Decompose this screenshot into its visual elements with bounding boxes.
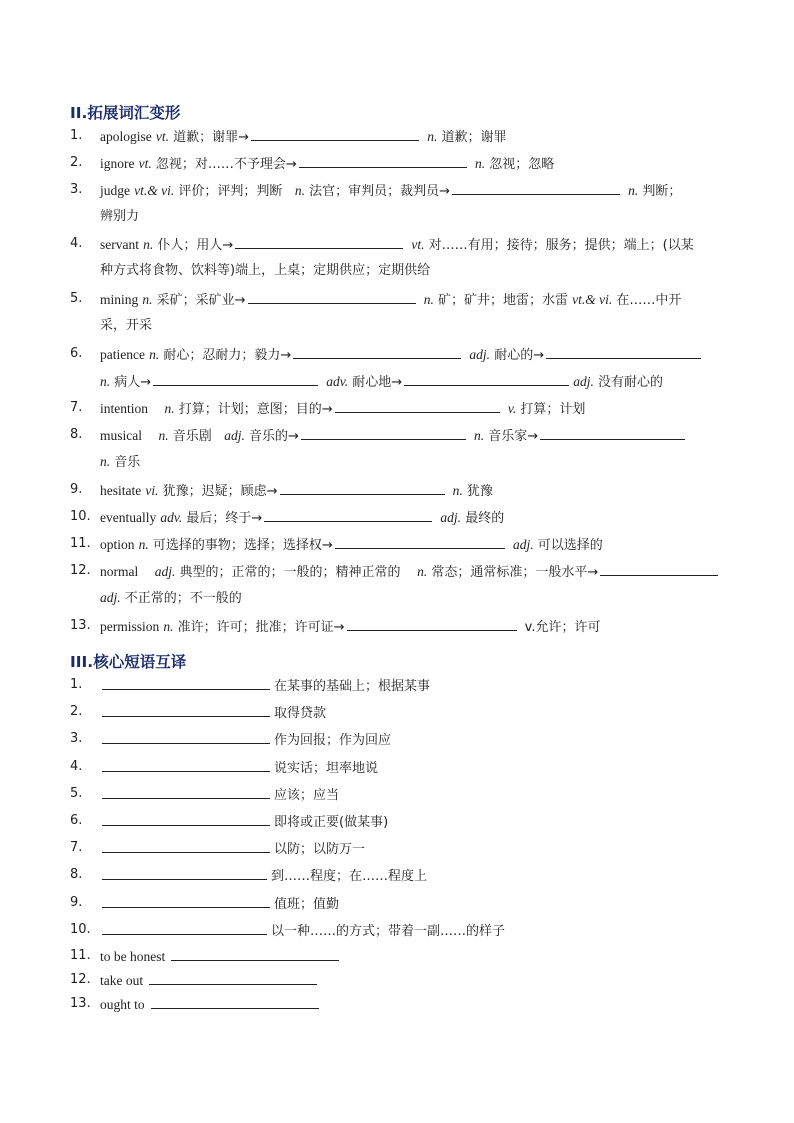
part-of-speech: adj.: [100, 590, 121, 605]
meaning: 对……有用；接待；服务；提供；端上；(以某: [424, 238, 694, 253]
part-of-speech: n.: [158, 428, 169, 443]
meaning: 音乐的→: [244, 429, 299, 444]
part-of-speech: n.: [142, 292, 153, 307]
phrase-text: 说实话；坦率地说: [274, 761, 379, 776]
answer-blank[interactable]: [335, 536, 505, 549]
word: eventually: [100, 510, 157, 525]
item-number: 10.: [70, 509, 91, 524]
item-number: 11.: [70, 948, 91, 963]
phrase-text: 以一种……的方式；带着一副……的样子: [271, 924, 506, 939]
item-number: 9.: [70, 482, 83, 497]
answer-blank[interactable]: [600, 563, 718, 576]
section-title-vocabulary-forms: II.拓展词汇变形: [70, 104, 181, 122]
meaning: 矿；矿井；地雷；水雷: [433, 293, 568, 308]
item-number: 8.: [70, 867, 83, 882]
word: musical: [100, 428, 142, 443]
word: option: [100, 537, 135, 552]
word: permission: [100, 619, 160, 634]
item-number: 12.: [70, 972, 91, 987]
part-of-speech: n.: [474, 428, 485, 443]
item-number: 9.: [70, 895, 83, 910]
meaning: 不正常的；不一般的: [120, 591, 242, 606]
part-of-speech: adj.: [512, 537, 534, 552]
part-of-speech: n.: [452, 483, 463, 498]
part-of-speech: adv.: [326, 374, 349, 389]
phrase-text: 应该；应当: [274, 788, 340, 803]
answer-blank[interactable]: [102, 759, 270, 772]
part-of-speech: adj.: [224, 428, 245, 443]
answer-blank[interactable]: [540, 427, 685, 440]
answer-blank[interactable]: [404, 373, 569, 386]
part-of-speech: n.: [163, 619, 174, 634]
item-number: 3.: [70, 182, 83, 197]
meaning: 准许；许可；批准；许可证→: [173, 620, 345, 635]
meaning: 道歉；谢罪→: [169, 130, 250, 145]
meaning: 犹豫；迟疑；顾虑→: [158, 484, 278, 499]
answer-blank[interactable]: [299, 155, 467, 168]
phrase-text: 值班；值勤: [274, 897, 340, 912]
section-title-phrase-translation: III.核心短语互译: [70, 653, 187, 671]
part-of-speech: adj.: [573, 374, 594, 389]
part-of-speech: adj.: [469, 347, 491, 362]
answer-blank[interactable]: [280, 482, 445, 495]
word: apologise: [100, 129, 152, 144]
meaning: 最后；终于→: [182, 511, 263, 526]
part-of-speech: vt.: [138, 156, 152, 171]
answer-blank[interactable]: [153, 373, 318, 386]
part-of-speech: vt.: [411, 237, 425, 252]
part-of-speech: adv.: [160, 510, 183, 525]
part-of-speech: vt.: [155, 129, 170, 144]
item-number: 6.: [70, 813, 83, 828]
word: intention: [100, 401, 148, 416]
part-of-speech: n.: [294, 183, 305, 198]
part-of-speech: n.: [474, 156, 486, 171]
answer-blank[interactable]: [264, 509, 432, 522]
answer-blank[interactable]: [347, 618, 517, 631]
item-number: 13.: [70, 618, 91, 633]
word: judge: [100, 183, 130, 198]
meaning: 道歉；谢罪: [437, 130, 507, 145]
answer-blank[interactable]: [102, 813, 270, 826]
item-number: 2.: [70, 155, 83, 170]
item-number: 1.: [70, 128, 83, 143]
part-of-speech: adj.: [154, 564, 176, 579]
meaning: 犹豫: [462, 484, 493, 499]
meaning: 最终的: [461, 511, 505, 526]
item-number: 10.: [70, 922, 91, 937]
phrase-text: take out: [100, 973, 144, 988]
item-number: 7.: [70, 840, 83, 855]
part-of-speech: n.: [427, 129, 438, 144]
phrase-text: 取得贷款: [274, 706, 327, 721]
item-number: 4.: [70, 759, 83, 774]
word: mining: [100, 292, 139, 307]
meaning: 音乐家→: [484, 429, 539, 444]
answer-blank[interactable]: [171, 948, 339, 961]
meaning: 耐心地→: [348, 375, 403, 390]
phrase-text: ought to: [100, 997, 145, 1012]
item-number: 1.: [70, 677, 83, 692]
meaning: 打算；计划: [516, 402, 586, 417]
part-of-speech: v.: [507, 401, 517, 416]
item-number: 8.: [70, 427, 83, 442]
meaning: 采矿；采矿业→: [152, 293, 246, 308]
item-number: 7.: [70, 400, 83, 415]
answer-blank[interactable]: [251, 128, 419, 141]
meaning: 忽视；忽略: [485, 157, 555, 172]
part-of-speech: n.: [100, 374, 111, 389]
part-of-speech: n.: [423, 292, 434, 307]
item-number: 11.: [70, 536, 91, 551]
answer-blank[interactable]: [102, 840, 270, 853]
phrase-text: 在某事的基础上；根据某事: [274, 679, 431, 694]
meaning: 可以选择的: [533, 538, 603, 553]
word: patience: [100, 347, 145, 362]
word: servant: [100, 237, 139, 252]
answer-blank[interactable]: [102, 922, 267, 935]
answer-blank[interactable]: [102, 867, 267, 880]
item-number: 4.: [70, 236, 83, 251]
phrase-text: 以防；以防万一: [274, 842, 366, 857]
meaning: 忽视；对……不予理会→: [151, 157, 297, 172]
item-number: 13.: [70, 996, 91, 1011]
part-of-speech: adj.: [440, 510, 462, 525]
answer-blank[interactable]: [102, 786, 270, 799]
answer-blank[interactable]: [452, 182, 620, 195]
part-of-speech: n.: [417, 564, 428, 579]
meaning: 评价；评判；判断: [174, 184, 283, 199]
meaning: 可选择的事物；选择；选择权→: [148, 538, 333, 553]
meaning: 耐心的→: [490, 348, 545, 363]
answer-blank[interactable]: [546, 346, 701, 359]
meaning: 音乐: [110, 455, 141, 470]
meaning: 常态；通常标准；一般水平→: [427, 565, 599, 580]
answer-blank[interactable]: [293, 346, 461, 359]
part-of-speech: n.: [628, 183, 639, 198]
item-number: 6.: [70, 346, 83, 361]
word: hesitate: [100, 483, 142, 498]
item-number: 2.: [70, 704, 83, 719]
item-number: 12.: [70, 563, 91, 578]
meaning: 音乐剧: [168, 429, 212, 444]
meaning: 耐心；忍耐力；毅力→: [159, 348, 292, 363]
part-of-speech: vt.& vi.: [134, 183, 175, 198]
answer-blank[interactable]: [102, 895, 270, 908]
meaning: 打算；计划；意图；目的→: [174, 402, 333, 417]
item-number: 5.: [70, 291, 83, 306]
part-of-speech: n.: [149, 347, 160, 362]
answer-blank[interactable]: [102, 704, 270, 717]
answer-blank[interactable]: [301, 427, 466, 440]
meaning: 病人→: [110, 375, 152, 390]
part-of-speech: n.: [100, 454, 111, 469]
answer-blank[interactable]: [102, 677, 270, 690]
item-number: 5.: [70, 786, 83, 801]
meaning: 仆人；用人→: [153, 238, 234, 253]
phrase-text: 到……程度；在……程度上: [271, 869, 428, 884]
part-of-speech: n.: [164, 401, 175, 416]
part-of-speech: vt.& vi.: [572, 292, 613, 307]
meaning: v.允许；许可: [520, 620, 601, 635]
answer-blank[interactable]: [151, 996, 319, 1009]
worksheet-page: II.拓展词汇变形 1. apologise vt. 道歉；谢罪→ n. 道歉；谢罪 2. ignore vt. 忽视；对……不予理会→ n. 忽视；忽略 3. judge vt.& vi. 评价；评判；判断 n. 法官；审判员；裁判员→ n. 判断； 辨别力 4. servant n. 仆人；用人→ vt. 对……有用；接待；服务；提供；端上；(以某 种方式将食物、饮料等)端上，上桌；定期供应；定期供给 5. mining n. 采矿；采矿业→ n. 矿；矿井；地雷；水雷 vt.& vi. 在……中开 采，开采 6. patience n. 耐心；忍耐力；毅力→ adj. 耐心的→ n. 病人→ adv. 耐心地→ adj. 没有耐心的 7. intention n. 打算；计划；意图；目的→ v. 打算；计划 8. musical n. 音乐剧 adj. 音乐的→ n. 音乐家→ n. 音乐 9. hesitate vi. 犹豫；迟疑；顾虑→ n. 犹豫 10. eventually adv. 最后；终于→ adj. 最终的 11. option n. 可选择的事物；选择；选择权→ adj. 可以选择的 12. normal adj. 典型的；正常的；一般的；精神正常的 n. 常态；通常标准；一般水平→ adj. 不正常的；不一般的 13. permission n. 准许；许可；批准；许可证→ v.允许；许可 III.核心短语互译 1. 在某事的基础上；根据某事 2. 取得贷款 3. 作为回报；作为回应 4. 说实话；坦率地说 5. 应该；应当 6. 即将或正要(做某事) 7. 以防；以防万一 8. 到……程度；在……程度上 9. 值班；值勤 10. 以一种……的方式；带着一副……的样子 11. to be honest 12. take out 13. ought to: [0, 0, 794, 1123]
answer-blank[interactable]: [102, 731, 270, 744]
phrase-text: 即将或正要(做某事): [274, 815, 389, 830]
answer-blank[interactable]: [149, 972, 317, 985]
answer-blank[interactable]: [235, 236, 403, 249]
part-of-speech: n.: [143, 237, 154, 252]
phrase-text: 作为回报；作为回应: [274, 733, 392, 748]
answer-blank[interactable]: [335, 400, 500, 413]
meaning: 典型的；正常的；一般的；精神正常的: [175, 565, 401, 580]
meaning: 没有耐心的: [593, 375, 663, 390]
meaning: 在……中开: [612, 293, 682, 308]
item-number: 3.: [70, 731, 83, 746]
answer-blank[interactable]: [248, 291, 416, 304]
phrase-text: to be honest: [100, 949, 166, 964]
meaning: 判断；: [638, 184, 682, 199]
word: ignore: [100, 156, 135, 171]
meaning: 法官；审判员；裁判员→: [304, 184, 450, 199]
part-of-speech: vi.: [145, 483, 159, 498]
word: normal: [100, 564, 139, 579]
part-of-speech: n.: [138, 537, 149, 552]
